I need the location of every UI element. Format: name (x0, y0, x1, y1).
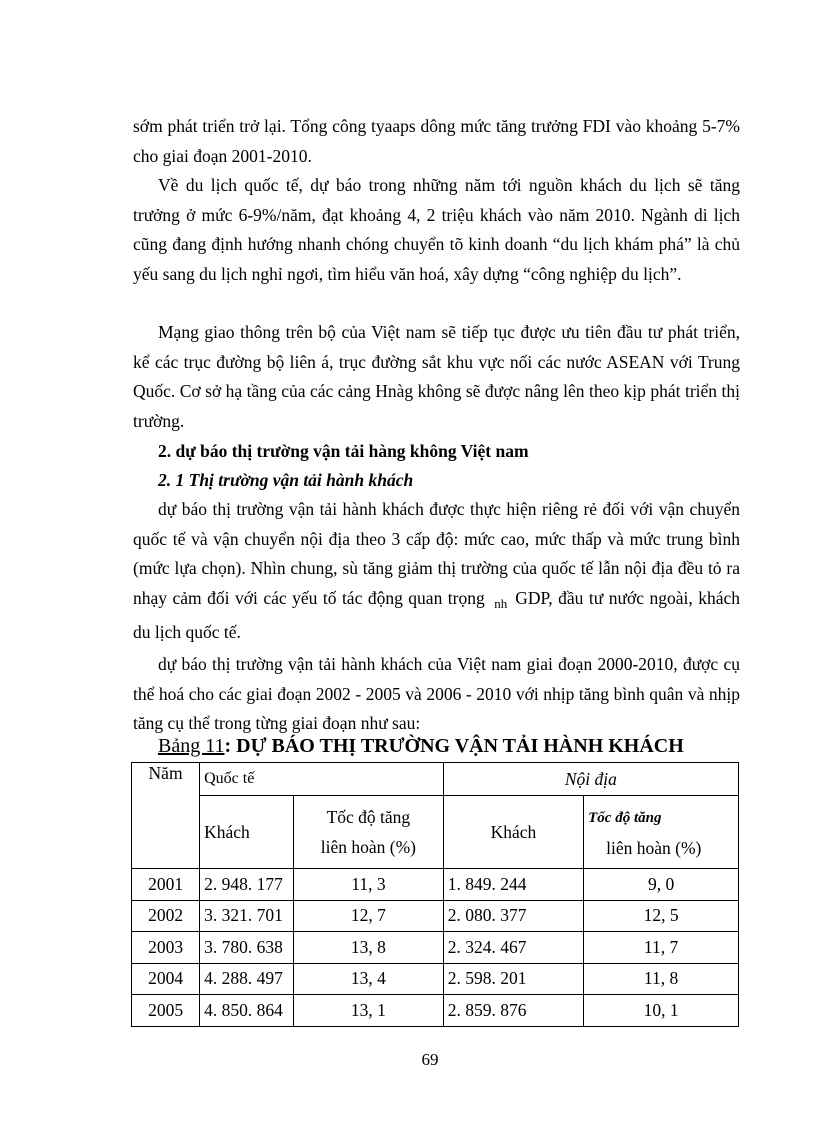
growth-header-line1: Tốc độ tăng (588, 810, 662, 826)
intl-passengers-cell: 4. 850. 864 (200, 995, 294, 1027)
dom-passengers-cell: 1. 849. 244 (443, 869, 583, 901)
paragraph-tourism-forecast: Về du lịch quốc tế, dự báo trong những năm tới nguồn khách du lịch sẽ tăng trưởng ở mức 6-9%/năm, đạt khoảng 4, 2 triệu khách vào năm 2010. Ngành di lịch cũng đang định hướng nhanh chóng chuyển tõ kinh doanh “du lịch khám phá” là chủ yếu sang du lịch nghỉ ngơi, tìm hiểu văn hoá, xây dựng “công nghiệp du lịch”. (133, 175, 740, 284)
international-group-header: Quốc tế (200, 763, 444, 796)
intl-growth-cell: 13, 4 (294, 963, 444, 995)
table-label: Bảng 11 (158, 735, 225, 757)
dom-passengers-cell: 2. 859. 876 (443, 995, 583, 1027)
intl-growth-cell: 13, 8 (294, 932, 444, 964)
year-column-header: Năm (132, 763, 200, 869)
table-row (132, 869, 739, 901)
dom-passengers-cell: 2. 080. 377 (443, 900, 583, 932)
dom-passengers-header: Khách (443, 796, 583, 869)
subscript-fragment: nh (494, 595, 508, 611)
intl-passengers-cell: 2. 948. 177 (200, 869, 294, 901)
table-row (132, 932, 739, 964)
table-row (132, 900, 739, 932)
passenger-forecast-table (131, 762, 739, 1027)
table-row (132, 995, 739, 1027)
paragraph-fdi-growth: sớm phát triển trở lại. Tổng công tyaaps dông mức tăng trưởng FDI vào khoảng 5-7% cho giai đoạn 2001-2010. (133, 116, 740, 166)
intl-growth-cell: 13, 1 (294, 995, 444, 1027)
domestic-group-header: Nội địa (443, 763, 738, 796)
dom-growth-cell: 11, 8 (584, 963, 739, 995)
subsection-heading: 2. 1 Thị trường vận tải hành khách (158, 470, 414, 490)
intl-passengers-cell: 4. 288. 497 (200, 963, 294, 995)
paragraph-transport-infrastructure: Mạng giao thông trên bộ của Việt nam sẽ tiếp tục được ưu tiên đầu tư phát triển, kể các trục đường bộ liên á, trục đường sắt khu vực nối các nước ASEAN với Trung Quốc. Cơ sở hạ tầng của các cảng Hnàg không sẽ được nâng lên theo kịp phát triển thị trường. (133, 322, 740, 431)
year-cell: 2004 (132, 963, 200, 995)
paragraph-text-before: dự báo thị trường vận tải hành khách được thực hiện riêng rẻ đối với vận chuyển quốc tế và vận chuyển nội địa theo 3 cấp độ: mức cao, mức thấp và mức trung bình (mức lựa chọn). Nhìn chung, sù tăng giảm thị trường của quốc tế lẫn nội địa đều tỏ ra nhạy cảm đối với các yếu tố tác động quan trọng (133, 499, 740, 608)
year-cell: 2003 (132, 932, 200, 964)
intl-growth-cell: 12, 7 (294, 900, 444, 932)
growth-header-line1: Tốc độ tăng (326, 807, 411, 827)
dom-passengers-cell: 2. 324. 467 (443, 932, 583, 964)
paragraph-passenger-forecast-method (133, 495, 740, 648)
year-cell: 2002 (132, 900, 200, 932)
caption-separator: : (224, 735, 232, 757)
dom-passengers-cell: 2. 598. 201 (443, 963, 583, 995)
table-subheader-row (132, 796, 739, 869)
dom-growth-cell: 10, 1 (584, 995, 739, 1027)
section-heading: 2. dự báo thị trường vận tải hàng không Việt nam (158, 441, 529, 461)
intl-passengers-header: Khách (200, 796, 294, 869)
paragraph-text-after: GDP, đầu tư nước ngoài, khách du lịch quốc tế. (133, 587, 740, 643)
dom-growth-cell: 11, 7 (584, 932, 739, 964)
growth-header-line2: liên hoàn (%) (320, 837, 417, 857)
dom-growth-cell: 9, 0 (584, 869, 739, 901)
page-number: 69 (421, 1050, 439, 1069)
growth-header-line2: liên hoàn (%) (606, 838, 702, 858)
dom-growth-header (584, 796, 739, 869)
intl-growth-cell: 11, 3 (294, 869, 444, 901)
intl-passengers-cell: 3. 780. 638 (200, 932, 294, 964)
table-header-row (132, 763, 739, 796)
table-title: DỰ BÁO THỊ TRƯỜNG VẬN TẢI HÀNH KHÁCH (231, 735, 684, 757)
paragraph-forecast-periods: dự báo thị trường vận tải hành khách của Việt nam giai đoạn 2000-2010, được cụ thể hoá cho các giai đoạn 2002 - 2005 và 2006 - 2010 với nhịp tăng bình quân và nhịp tăng cụ thể trong từng giai đoạn như sau: (133, 654, 740, 734)
dom-growth-cell: 12, 5 (584, 900, 739, 932)
intl-passengers-cell: 3. 321. 701 (200, 900, 294, 932)
intl-growth-header (294, 796, 444, 869)
year-cell: 2001 (132, 869, 200, 901)
table-caption (158, 735, 684, 758)
year-cell: 2005 (132, 995, 200, 1027)
table-row (132, 963, 739, 995)
